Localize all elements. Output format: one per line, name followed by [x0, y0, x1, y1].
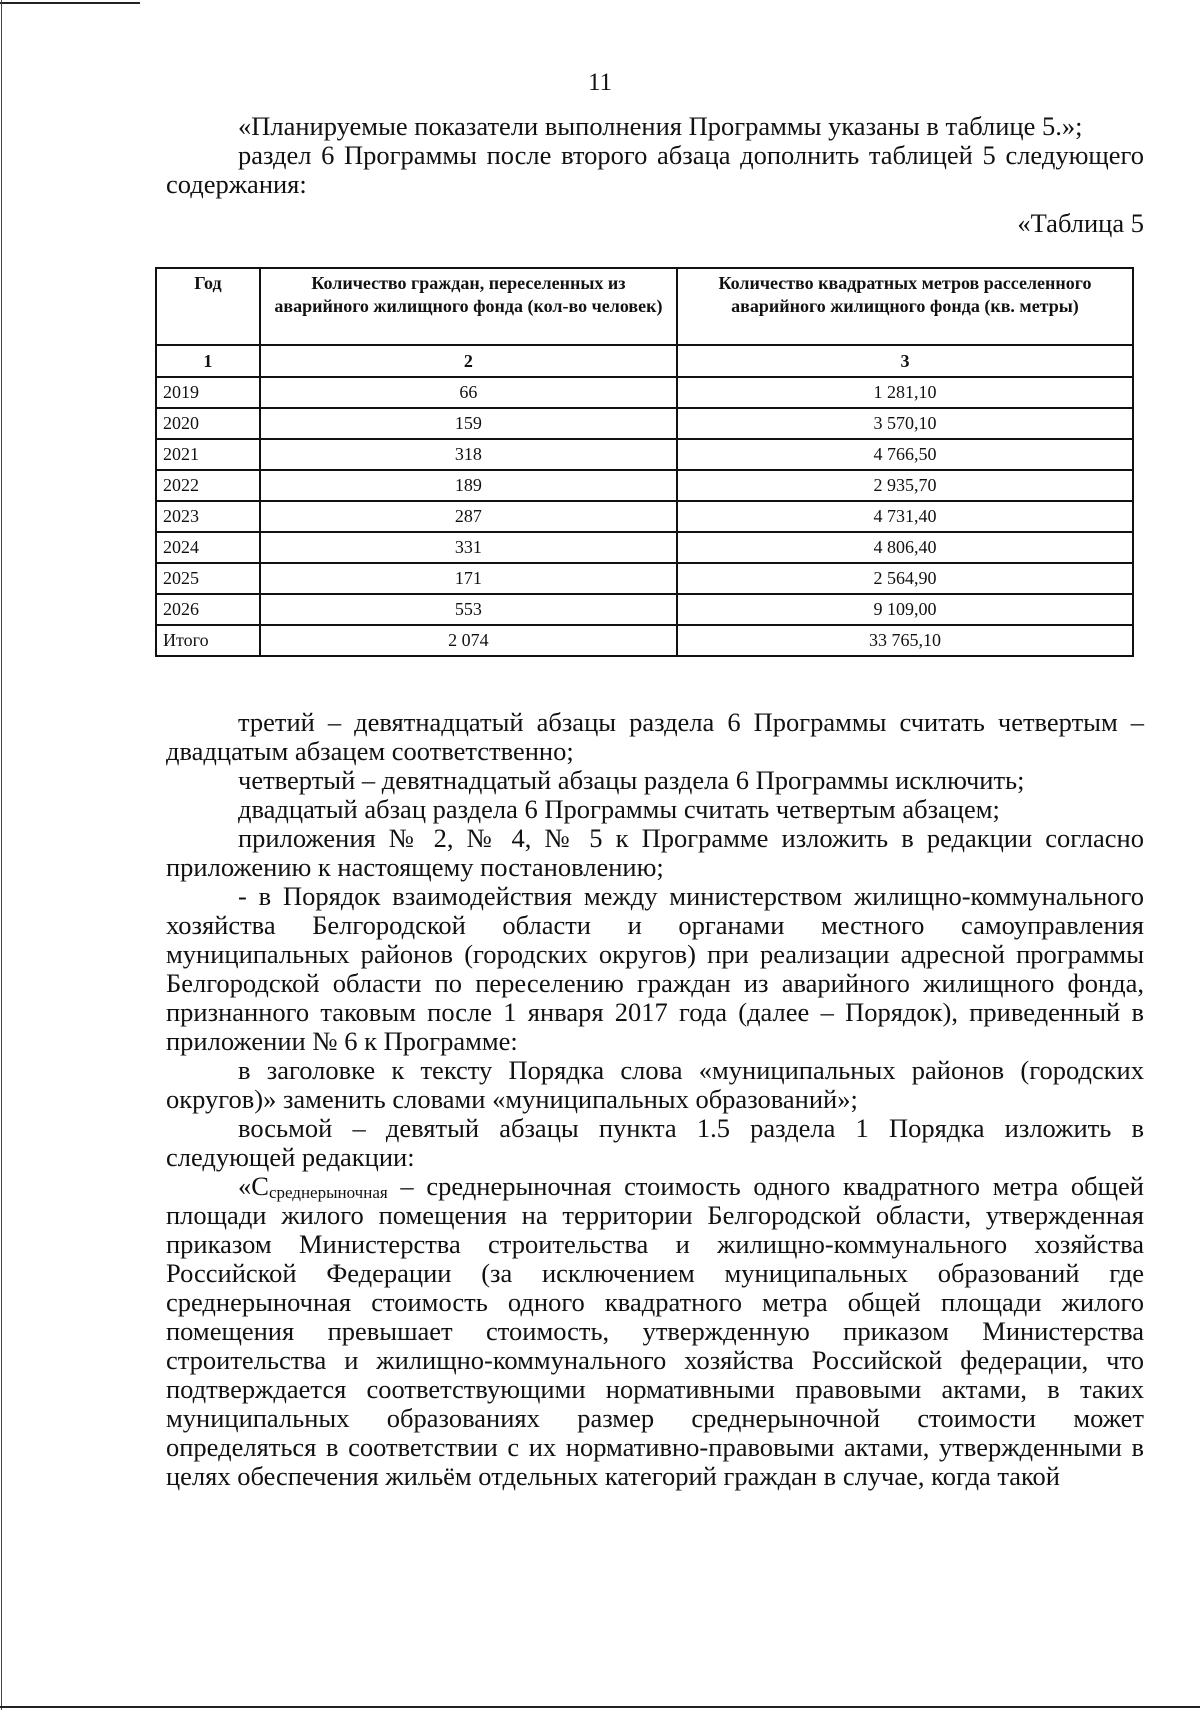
- body-paragraph: приложения № 2, № 4, № 5 к Программе изложить в редакции согласно приложению к настоящему постановлению;: [166, 823, 1144, 882]
- formula-subscript: среднерыночная: [268, 1183, 388, 1202]
- cell-square-meters: 1 281,10: [677, 377, 1133, 408]
- data-table: [155, 267, 1134, 657]
- table-row: [156, 532, 1133, 563]
- formula-open-quote: «: [238, 1171, 252, 1201]
- cell-year: 2023: [156, 501, 260, 532]
- cell-citizens: 553: [260, 594, 677, 625]
- page-number: 11: [587, 69, 613, 96]
- table-row: [156, 377, 1133, 408]
- cell-square-meters: 4 766,50: [677, 439, 1133, 470]
- cell-year: 2020: [156, 408, 260, 439]
- cell-citizens: 189: [260, 470, 677, 501]
- cell-square-meters: 4 806,40: [677, 532, 1133, 563]
- table-column-number-row: [156, 345, 1133, 377]
- header-citizens: Количество граждан, переселенных из аварийного жилищного фонда (кол-во человек): [260, 268, 677, 345]
- table-row: [156, 470, 1133, 501]
- intro-paragraph-1: «Планируемые показатели выполнения Программы указаны в таблице 5.»;: [238, 111, 1083, 141]
- scan-edge-left: [1, 0, 2, 1710]
- cell-year: 2021: [156, 439, 260, 470]
- scan-edge-top: [0, 2, 140, 4]
- body-paragraph: восьмой – девятый абзацы пункта 1.5 раздела 1 Порядка изложить в следующей редакции:: [166, 1113, 1144, 1172]
- column-number: 1: [156, 345, 260, 377]
- formula-symbol: С: [251, 1171, 269, 1201]
- cell-square-meters: 2 564,90: [677, 563, 1133, 594]
- table-row: [156, 408, 1133, 439]
- body-paragraph: - в Порядок взаимодействия между министерством жилищно-коммунального хозяйства Белгородской области и органами местного самоуправления муниципальных районов (городских округов) при реализации адресной программы Белгородской области по переселению граждан из аварийного жилищного фонда, признанного таковым после 1 января 2017 года (далее – Порядок), приведенный в приложении № 6 к Программе:: [166, 881, 1144, 1056]
- scan-edge-bottom: [0, 1706, 1200, 1708]
- body-paragraph: двадцатый абзац раздела 6 Программы считать четвертым абзацем;: [238, 794, 1000, 824]
- cell-citizens: 331: [260, 532, 677, 563]
- formula-paragraph: [166, 1172, 1144, 1491]
- cell-square-meters: 4 731,40: [677, 501, 1133, 532]
- cell-citizens: 287: [260, 501, 677, 532]
- cell-year: 2026: [156, 594, 260, 625]
- cell-square-meters: 2 935,70: [677, 470, 1133, 501]
- intro-paragraph-2: раздел 6 Программы после второго абзаца дополнить таблицей 5 следующего содержания:: [166, 140, 1144, 199]
- table-caption: «Таблица 5: [1017, 208, 1144, 238]
- body-block: [166, 708, 1144, 1491]
- column-number: 2: [260, 345, 677, 377]
- cell-year: 2024: [156, 532, 260, 563]
- cell-citizens: 66: [260, 377, 677, 408]
- cell-citizens: 318: [260, 439, 677, 470]
- cell-square-meters: 9 109,00: [677, 594, 1133, 625]
- header-year: Год: [156, 268, 260, 345]
- cell-citizens: 159: [260, 408, 677, 439]
- cell-total-square-meters: 33 765,10: [677, 625, 1133, 656]
- body-paragraph: в заголовке к тексту Порядка слова «муниципальных районов (городских округов)» заменить словами «муниципальных образований»;: [166, 1055, 1144, 1114]
- table-row: [156, 594, 1133, 625]
- body-paragraph: четвертый – девятнадцатый абзацы раздела 6 Программы исключить;: [238, 765, 1025, 795]
- cell-year: 2025: [156, 563, 260, 594]
- table-total-row: [156, 625, 1133, 656]
- table-row: [156, 563, 1133, 594]
- table-header-row: [156, 268, 1133, 345]
- cell-year: 2022: [156, 470, 260, 501]
- cell-total-citizens: 2 074: [260, 625, 677, 656]
- cell-square-meters: 3 570,10: [677, 408, 1133, 439]
- cell-year: 2019: [156, 377, 260, 408]
- intro-block: [166, 112, 1144, 199]
- column-number: 3: [677, 345, 1133, 377]
- table-row: [156, 439, 1133, 470]
- body-paragraph: третий – девятнадцатый абзацы раздела 6 Программы считать четвертым – двадцатым абзацем соответственно;: [166, 707, 1144, 766]
- header-square-meters: Количество квадратных метров расселенного аварийного жилищного фонда (кв. метры): [677, 268, 1133, 345]
- formula-text: – среднерыночная стоимость одного квадратного метра общей площади жилого помещения на территории Белгородской области, утвержденная приказом Министерства строительства и жилищно-коммунального хозяйства Российской Федерации (за исключением муниципальных образований где среднерыночная стоимость одного квадратного метра общей площади жилого помещения превышает стоимость, утвержденную приказом Министерства строительства и жилищно-коммунального хозяйства Российской федерации, что подтверждается соответствующими нормативными правовыми актами, в таких муниципальных образованиях размер среднерыночной стоимости может определяться в соответствии с их нормативно-правовыми актами, утвержденными в целях обеспечения жильём отдельных категорий граждан в случае, когда такой: [166, 1171, 1144, 1491]
- cell-total-label: Итого: [156, 625, 260, 656]
- table-row: [156, 501, 1133, 532]
- cell-citizens: 171: [260, 563, 677, 594]
